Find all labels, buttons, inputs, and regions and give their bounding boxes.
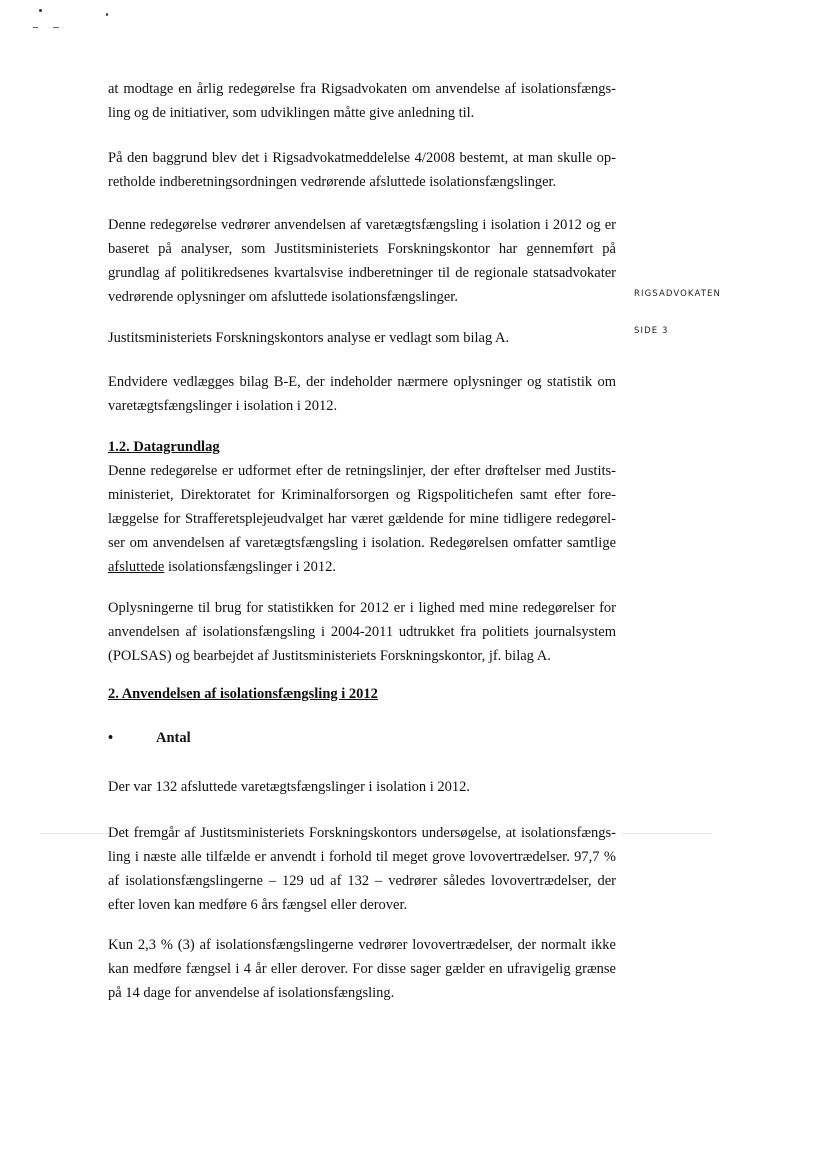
faint-rule-right xyxy=(622,833,712,834)
sidebar-org: RIGSADVOKATEN xyxy=(634,289,721,299)
text-line: baseret på analyser, som Justitsministeriets Forskningskontor har gennemført på xyxy=(108,241,616,257)
text-line: Der var 132 afsluttede varetægtsfængslinger i isolation i 2012. xyxy=(108,779,471,795)
paragraph-appendices xyxy=(108,370,616,418)
text-line: (POLSAS) og bearbejdet af Justitsministeriets Forskningskontor, jf. bilag A. xyxy=(108,648,551,664)
paragraph-background xyxy=(108,146,616,194)
faint-rule-left xyxy=(40,833,110,834)
text-line: Oplysningerne til brug for statistikken for 2012 er i lighed med mine redegørelser for xyxy=(108,600,616,616)
text-line: vedrørende oplysninger om afsluttede isolationsfængslinger. xyxy=(108,289,458,305)
text-line: ling og de initiativer, som udviklingen måtte give anledning til. xyxy=(108,105,475,121)
scan-speck xyxy=(39,9,42,12)
text-line: på 14 dage for anvendelse af isolationsfængsling. xyxy=(108,985,395,1001)
paragraph-scope xyxy=(108,213,616,309)
text-line: at modtage en årlig redegørelse fra Rigsadvokaten om anvendelse af isolationsfængs- xyxy=(108,81,616,97)
bullet-label: Antal xyxy=(156,730,191,746)
scan-mark xyxy=(53,27,59,28)
text-line: ser om anvendelsen af varetægtsfængsling i isolation. Redegørelsen omfatter samtlige xyxy=(108,535,616,551)
text-line: Denne redegørelse er udformet efter de retningslinjer, der efter drøftelser med Justits- xyxy=(108,463,616,479)
text-line: af isolationsfængslingerne – 129 ud af 132 – vedrører således lovovertrædelser, der xyxy=(108,873,616,889)
text-line xyxy=(108,555,616,579)
text-line: retholde indberetningsordningen vedrørende afsluttede isolationsfængslinger. xyxy=(108,174,557,190)
text-line: Denne redegørelse vedrører anvendelsen af varetægtsfængsling i isolation i 2012 og er xyxy=(108,217,616,233)
section-heading-usage-2012: 2. Anvendelsen af isolationsfængsling i 2012 xyxy=(108,686,378,702)
scan-mark xyxy=(33,27,38,28)
text-line: Kun 2,3 % (3) af isolationsfængslingerne vedrører lovovertrædelser, der normalt ikke xyxy=(108,937,616,953)
sidebar-page-number: SIDE 3 xyxy=(634,326,669,336)
paragraph-statistics-source xyxy=(108,596,616,668)
paragraph-data-basis xyxy=(108,459,616,579)
text-line: læggelse for Strafferetsplejeudvalget har været gældende for mine tidligere redegørel- xyxy=(108,511,616,527)
paragraph-minor-offences xyxy=(108,933,616,1005)
scan-speck xyxy=(106,13,108,16)
text-fragment: isolationsfængslinger i 2012. xyxy=(164,559,336,575)
paragraph-total-count xyxy=(108,775,616,799)
bullet-icon: • xyxy=(108,730,114,746)
text-line: grundlag af politikredsenes kvartalsvise indberetninger til de regionale statsadvokater xyxy=(108,265,616,281)
underlined-word: afsluttede xyxy=(108,559,165,575)
text-line: varetægtsfængslinger i isolation i 2012. xyxy=(108,398,338,414)
text-line: anvendelsen af isolationsfængsling i 2004-2011 udtrukket fra politiets journalsystem xyxy=(108,624,616,640)
paragraph-analysis-attached xyxy=(108,326,616,350)
text-line: På den baggrund blev det i Rigsadvokatmeddelelse 4/2008 bestemt, at man skulle op- xyxy=(108,150,616,166)
text-line: ling i næste alle tilfælde er anvendt i forhold til meget grove lovovertrædelser. 97,7 % xyxy=(108,849,616,865)
section-heading-data-basis: 1.2. Datagrundlag xyxy=(108,439,220,455)
text-line: Det fremgår af Justitsministeriets Forskningskontors undersøgelse, at isolationsfængs- xyxy=(108,825,616,841)
paragraph-severe-offences xyxy=(108,821,616,917)
text-line: ministeriet, Direktoratet for Kriminalforsorgen og Rigspolitichefen samt efter fore- xyxy=(108,487,616,503)
text-line: kan medføre fængsel i 4 år eller derover. For disse sager gælder en ufravigelig grænse xyxy=(108,961,616,977)
text-line: Endvidere vedlægges bilag B-E, der indeholder nærmere oplysninger og statistik om xyxy=(108,374,616,390)
text-line: Justitsministeriets Forskningskontors analyse er vedlagt som bilag A. xyxy=(108,330,510,346)
paragraph-intro-continuation xyxy=(108,77,616,125)
bullet-item-count xyxy=(108,730,191,747)
text-line: efter loven kan medføre 6 års fængsel eller derover. xyxy=(108,897,408,913)
